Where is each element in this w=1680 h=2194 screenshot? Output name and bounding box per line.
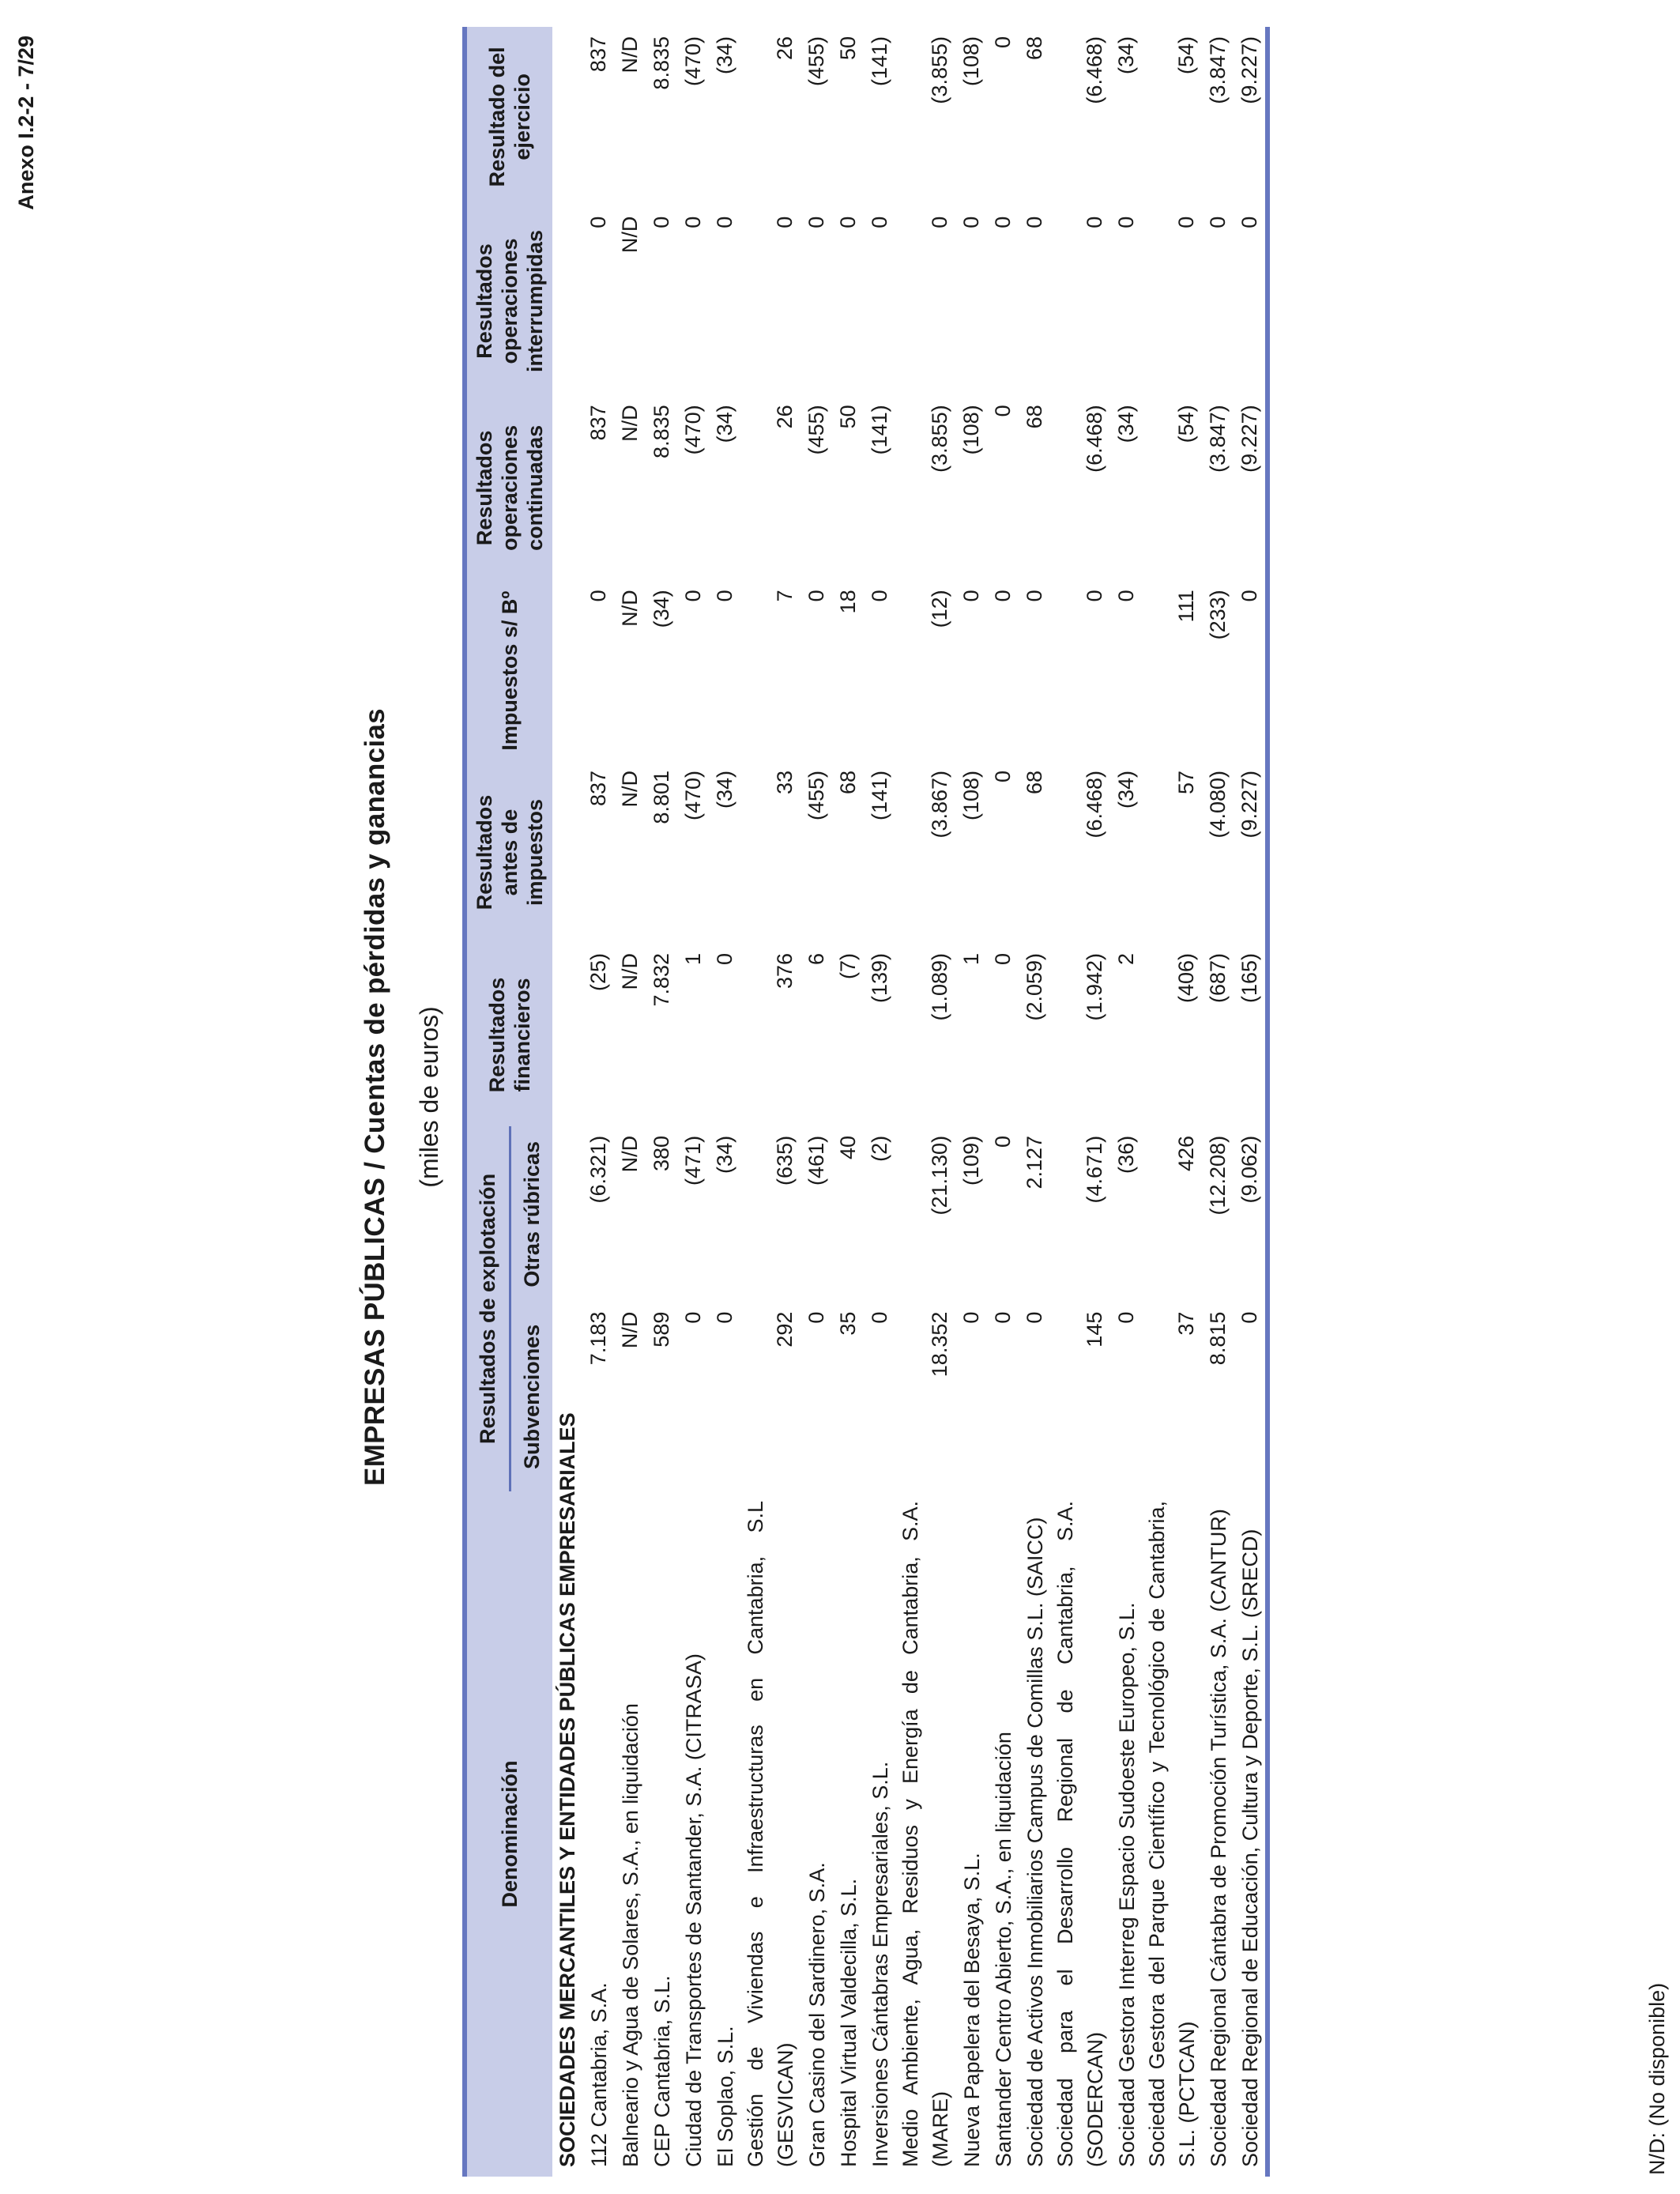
cell-otras-rubricas: (34)	[713, 1135, 736, 1174]
cell-antes-impuestos: (34)	[1114, 770, 1138, 809]
cell-interrumpidas: 0	[586, 216, 610, 228]
company-name: Hospital Virtual Valdecilla, S.L.	[837, 1878, 861, 2167]
cell-denominacion	[832, 1491, 864, 2177]
company-name: Sociedad Regional de Educación, Cultura y Deporte, S.L. (SRECD)	[1238, 1529, 1262, 2167]
cell-ejercicio: (455)	[804, 36, 828, 87]
cell-continuadas: (34)	[713, 405, 736, 443]
cell-interrumpidas: 0	[928, 216, 951, 228]
cell-subvenciones: 0	[868, 1311, 891, 1324]
cell-continuadas: 68	[1023, 405, 1046, 429]
category-label	[552, 27, 582, 2177]
cell-interrumpidas: 0	[836, 216, 860, 228]
table-row	[987, 27, 1019, 2177]
cell-denominacion	[895, 1491, 955, 2177]
page-title: EMPRESAS PÚBLICAS / Cuentas de pérdidas y ganancias	[360, 708, 390, 1486]
col-continuadas: Resultados operaciones continuadas	[465, 395, 552, 580]
cell-ejercicio: (6.468)	[1083, 36, 1106, 104]
cell-financieros: N/D	[618, 952, 642, 990]
cell-otras-rubricas: 380	[650, 1135, 673, 1171]
category-row	[552, 27, 582, 2177]
cell-subvenciones: 292	[773, 1311, 797, 1348]
cell-ejercicio: (3.855)	[928, 36, 951, 104]
cell-continuadas: (3.847)	[1206, 405, 1230, 473]
cell-denominacion	[1234, 1491, 1268, 2177]
col-otras-rubricas: Otras rúbricas	[510, 1126, 552, 1302]
cell-denominacion	[1142, 1491, 1202, 2177]
cell-subvenciones: 8.815	[1206, 1311, 1230, 1366]
cell-antes-impuestos: (34)	[713, 770, 736, 809]
cell-ejercicio: 26	[773, 36, 797, 61]
cell-financieros: (7)	[836, 952, 860, 979]
cell-antes-impuestos: 68	[1023, 770, 1046, 795]
company-name: Sociedad para el Desarrollo Regional de Cantabria, S.A. (SODERCAN)	[1053, 1501, 1107, 2167]
cell-antes-impuestos: N/D	[618, 770, 642, 808]
cell-antes-impuestos: 68	[836, 770, 860, 795]
table-row	[832, 27, 864, 2177]
col-financieros: Resultados financieros	[465, 944, 552, 1126]
cell-ejercicio: N/D	[618, 36, 642, 74]
cell-impuestos: (12)	[928, 590, 951, 628]
cell-interrumpidas: 0	[868, 216, 891, 228]
company-name: Medio Ambiente, Agua, Residuos y Energía de Cantabria, S.A. (MARE)	[898, 1501, 952, 2167]
cell-otras-rubricas: (2)	[868, 1135, 891, 1162]
cell-financieros: (1.942)	[1083, 952, 1106, 1021]
cell-otras-rubricas: (6.321)	[586, 1135, 610, 1204]
table-body	[552, 27, 1268, 2177]
cell-interrumpidas: 0	[959, 216, 983, 228]
cell-continuadas: (470)	[681, 405, 705, 455]
cell-antes-impuestos: (141)	[868, 770, 891, 821]
cell-interrumpidas: 0	[1114, 216, 1138, 228]
company-name: Sociedad Regional Cántabra de Promoción Turística, S.A. (CANTUR)	[1207, 1509, 1230, 2167]
cell-continuadas: 837	[586, 405, 610, 441]
table-row	[1142, 27, 1202, 2177]
cell-denominacion	[1202, 1491, 1234, 2177]
col-denominacion: Denominación	[465, 1491, 552, 2177]
table-header	[465, 27, 552, 2177]
cell-denominacion	[677, 1491, 709, 2177]
company-name: Balneario y Agua de Solares, S.A., en liquidación	[619, 1703, 642, 2167]
cell-antes-impuestos: 33	[773, 770, 797, 795]
cell-continuadas: 8.835	[650, 405, 673, 458]
col-interrumpidas: Resultados operaciones interrumpidas	[465, 207, 552, 396]
cell-continuadas: (3.855)	[928, 405, 951, 473]
cell-financieros: 1	[681, 952, 705, 965]
cell-otras-rubricas: (635)	[773, 1135, 797, 1186]
cell-continuadas: (34)	[1114, 405, 1138, 443]
cell-financieros: (1.089)	[928, 952, 951, 1021]
cell-denominacion	[709, 1491, 740, 2177]
cell-interrumpidas: 0	[1174, 216, 1198, 228]
cell-continuadas: 50	[836, 405, 860, 429]
cell-financieros: (406)	[1174, 952, 1198, 1003]
cell-ejercicio: 837	[586, 36, 610, 73]
cell-continuadas: (108)	[959, 405, 983, 455]
cell-subvenciones: 35	[836, 1311, 860, 1336]
cell-ejercicio: 8.835	[650, 36, 673, 90]
cell-financieros: 1	[959, 952, 983, 965]
table-row	[800, 27, 832, 2177]
cell-financieros: 0	[713, 952, 736, 965]
cell-denominacion	[1110, 1491, 1142, 2177]
cell-otras-rubricas: 40	[836, 1135, 860, 1159]
cell-financieros: (139)	[868, 952, 891, 1003]
cell-financieros: (687)	[1206, 952, 1230, 1003]
cell-otras-rubricas: (36)	[1114, 1135, 1138, 1174]
cell-ejercicio: (34)	[1114, 36, 1138, 75]
cell-financieros: (2.059)	[1023, 952, 1046, 1021]
table-row	[895, 27, 955, 2177]
cell-interrumpidas: 0	[804, 216, 828, 228]
cell-interrumpidas: 0	[1023, 216, 1046, 228]
cell-interrumpidas: 0	[773, 216, 797, 228]
cell-denominacion	[646, 1491, 677, 2177]
cell-subvenciones: 145	[1083, 1311, 1106, 1348]
cell-subvenciones: 0	[1234, 1302, 1268, 1491]
cell-otras-rubricas: (471)	[681, 1135, 705, 1186]
cell-ejercicio: 68	[1023, 36, 1046, 61]
cell-subvenciones: 589	[650, 1311, 673, 1348]
col-ejercicio: Resultado del ejercicio	[465, 27, 552, 207]
cell-impuestos: 0	[804, 590, 828, 602]
col-subvenciones: Subvenciones	[510, 1302, 552, 1491]
cell-continuadas: (141)	[868, 405, 891, 455]
cell-ejercicio: 50	[836, 36, 860, 61]
cell-denominacion	[1019, 1491, 1050, 2177]
cell-antes-impuestos: (470)	[681, 770, 705, 821]
company-name: 112 Cantabria, S.A.	[587, 1982, 611, 2167]
cell-impuestos: 0	[868, 590, 891, 602]
company-name: Ciudad de Transportes de Santander, S.A. (CITRASA)	[682, 1653, 706, 2167]
cell-financieros: (25)	[586, 952, 610, 991]
cell-subvenciones: 37	[1174, 1311, 1198, 1336]
cell-denominacion	[740, 1491, 800, 2177]
company-name: Gran Casino del Sardinero, S.A.	[805, 1862, 829, 2167]
cell-impuestos: 0	[991, 590, 1015, 602]
cell-ejercicio: (470)	[681, 36, 705, 87]
table-row	[614, 27, 646, 2177]
cell-ejercicio: 0	[991, 36, 1015, 49]
cell-financieros: 7.832	[650, 952, 673, 1007]
cell-ejercicio: (34)	[713, 36, 736, 75]
cell-interrumpidas: 0	[1234, 207, 1268, 396]
cell-impuestos: 0	[713, 590, 736, 602]
cell-otras-rubricas: 2.127	[1023, 1135, 1046, 1189]
table-row	[864, 27, 895, 2177]
cell-subvenciones: 0	[1114, 1311, 1138, 1324]
cell-financieros: 0	[991, 952, 1015, 965]
cell-otras-rubricas: 0	[991, 1135, 1015, 1148]
cell-impuestos: 111	[1174, 590, 1198, 623]
col-impuestos: Impuestos s/ Bº	[465, 580, 552, 761]
cell-subvenciones: 0	[804, 1311, 828, 1324]
company-name: Inversiones Cántabras Empresariales, S.L.	[868, 1761, 892, 2167]
cell-otras-rubricas: (12.208)	[1206, 1135, 1230, 1216]
category-text: SOCIEDADES MERCANTILES Y ENTIDADES PÚBLICAS EMPRESARIALES	[556, 1412, 579, 2167]
cell-subvenciones: 0	[959, 1311, 983, 1324]
cell-otras-rubricas: (4.671)	[1083, 1135, 1106, 1204]
cell-ejercicio: (9.227)	[1234, 27, 1268, 207]
cell-interrumpidas: 0	[713, 216, 736, 228]
footnote: N/D: (No disponible)	[1645, 1982, 1669, 2175]
cell-otras-rubricas: (21.130)	[928, 1135, 951, 1216]
cell-continuadas: (9.227)	[1234, 395, 1268, 580]
cell-otras-rubricas: N/D	[618, 1135, 642, 1173]
cell-antes-impuestos: (455)	[804, 770, 828, 821]
cell-denominacion	[864, 1491, 895, 2177]
cell-subvenciones: 18.352	[928, 1311, 951, 1378]
cell-continuadas: 26	[773, 405, 797, 429]
cell-interrumpidas: N/D	[618, 216, 642, 254]
cell-otras-rubricas: 426	[1174, 1135, 1198, 1171]
cell-denominacion	[800, 1491, 832, 2177]
cell-antes-impuestos: (108)	[959, 770, 983, 821]
cell-continuadas: (6.468)	[1083, 405, 1106, 473]
cell-subvenciones: 0	[681, 1311, 705, 1324]
table-row	[1110, 27, 1142, 2177]
cell-impuestos: 18	[836, 590, 860, 614]
cell-impuestos: 0	[681, 590, 705, 602]
table-row	[1234, 27, 1268, 2177]
company-name: Nueva Papelera del Besaya, S.L.	[960, 1853, 984, 2167]
company-name: Sociedad Gestora del Parque Científico y Tecnológico de Cantabria, S.L. (PCTCAN)	[1145, 1501, 1199, 2167]
cell-impuestos: 7	[773, 590, 797, 602]
cell-subvenciones: 0	[991, 1311, 1015, 1324]
cell-impuestos: 0	[586, 590, 610, 602]
cell-antes-impuestos: 8.801	[650, 770, 673, 824]
company-name: Santander Centro Abierto, S.A., en liquidación	[992, 1732, 1015, 2167]
cell-denominacion	[614, 1491, 646, 2177]
cell-interrumpidas: 0	[991, 216, 1015, 228]
cell-subvenciones: 0	[713, 1311, 736, 1324]
cell-antes-impuestos: (9.227)	[1234, 761, 1268, 944]
cell-continuadas: (455)	[804, 405, 828, 455]
cell-ejercicio: (108)	[959, 36, 983, 87]
cell-impuestos: (233)	[1206, 590, 1230, 640]
cell-subvenciones: 7.183	[586, 1311, 610, 1366]
cell-interrumpidas: 0	[1206, 216, 1230, 228]
cell-continuadas: 0	[991, 405, 1015, 417]
col-group-explotacion: Resultados de explotación	[465, 1126, 510, 1491]
cell-impuestos: 0	[1234, 580, 1268, 761]
table-row	[677, 27, 709, 2177]
table-row	[955, 27, 987, 2177]
cell-continuadas: N/D	[618, 405, 642, 442]
cell-financieros: 6	[804, 952, 828, 965]
cell-subvenciones: N/D	[618, 1311, 642, 1349]
cell-otras-rubricas: (9.062)	[1234, 1126, 1268, 1302]
table-row	[1019, 27, 1050, 2177]
cell-financieros: (165)	[1234, 944, 1268, 1126]
cell-antes-impuestos: 0	[991, 770, 1015, 783]
table-row	[1202, 27, 1234, 2177]
cell-interrumpidas: 0	[1083, 216, 1106, 228]
cell-interrumpidas: 0	[681, 216, 705, 228]
cell-denominacion	[582, 1491, 614, 2177]
company-name: Sociedad de Activos Inmobiliarios Campus de Comillas S.L. (SAICC)	[1023, 1517, 1047, 2167]
cell-financieros: 2	[1114, 952, 1138, 965]
table-row	[1050, 27, 1110, 2177]
cell-ejercicio: (141)	[868, 36, 891, 87]
page-subtitle: (miles de euros)	[415, 1006, 443, 1188]
company-name: CEP Cantabria, S.L.	[650, 1975, 674, 2167]
cell-ejercicio: (3.847)	[1206, 36, 1230, 104]
cell-denominacion	[955, 1491, 987, 2177]
table-row	[740, 27, 800, 2177]
cell-impuestos: (34)	[650, 590, 673, 628]
cell-otras-rubricas: (109)	[959, 1135, 983, 1186]
cell-denominacion	[987, 1491, 1019, 2177]
cell-financieros: 376	[773, 952, 797, 990]
cell-interrumpidas: 0	[650, 216, 673, 228]
cell-impuestos: 0	[1023, 590, 1046, 602]
company-name: Gestión de Viviendas e Infraestructuras en Cantabria, S.L (GESVICAN)	[744, 1501, 797, 2167]
cell-impuestos: 0	[1083, 590, 1106, 602]
cell-ejercicio: (54)	[1174, 36, 1198, 75]
pl-table	[462, 27, 1270, 2177]
table-row	[709, 27, 740, 2177]
cell-denominacion	[1050, 1491, 1110, 2177]
annex-label: Anexo I.2-2 - 7/29	[14, 36, 38, 210]
cell-impuestos: 0	[959, 590, 983, 602]
cell-otras-rubricas: (461)	[804, 1135, 828, 1186]
company-name: El Soplao, S.L.	[714, 2026, 737, 2167]
cell-antes-impuestos: (4.080)	[1206, 770, 1230, 839]
col-antes-impuestos: Resultados antes de impuestos	[465, 761, 552, 944]
cell-antes-impuestos: (3.867)	[928, 770, 951, 839]
cell-impuestos: N/D	[618, 590, 642, 627]
cell-continuadas: (54)	[1174, 405, 1198, 443]
cell-antes-impuestos: 837	[586, 770, 610, 807]
cell-antes-impuestos: (6.468)	[1083, 770, 1106, 839]
cell-subvenciones: 0	[1023, 1311, 1046, 1324]
header-row-1	[465, 27, 510, 2177]
table-row	[582, 27, 614, 2177]
company-name: Sociedad Gestora Interreg Espacio Sudoeste Europeo, S.L.	[1115, 1602, 1139, 2167]
cell-antes-impuestos: 57	[1174, 770, 1198, 795]
table-row	[646, 27, 677, 2177]
cell-impuestos: 0	[1114, 590, 1138, 602]
